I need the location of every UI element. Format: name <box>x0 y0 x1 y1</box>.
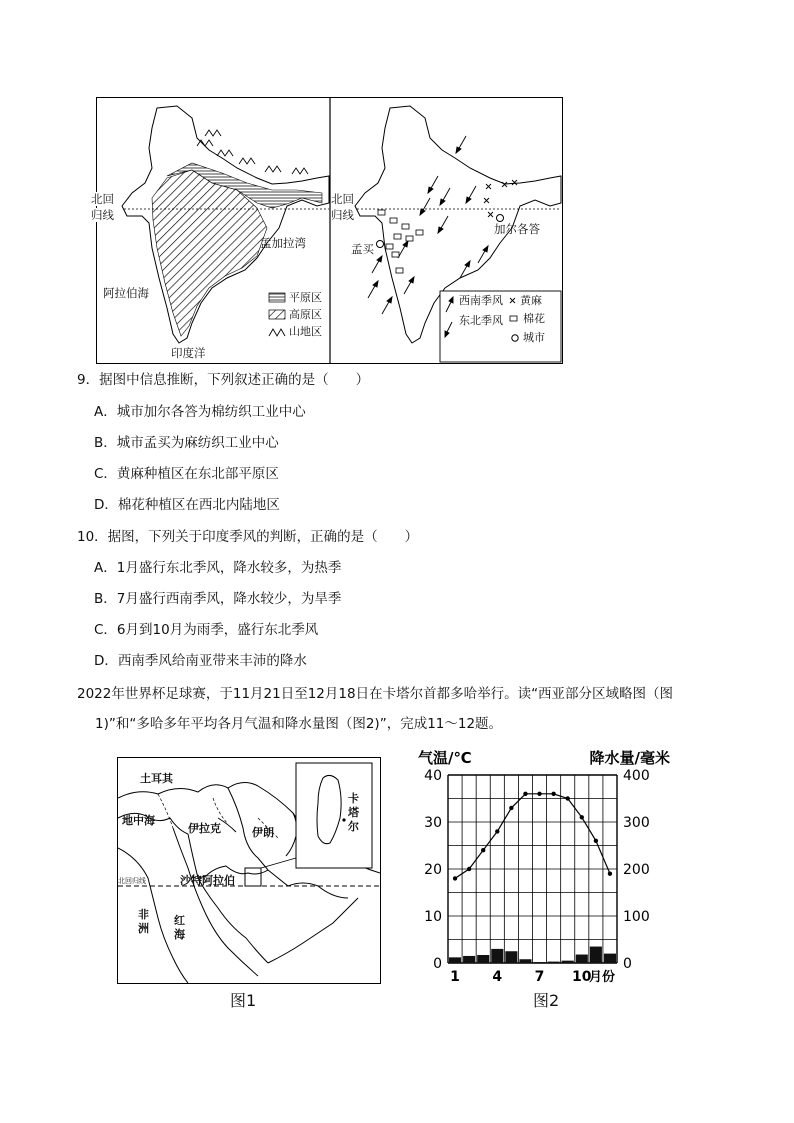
precip-bar <box>505 951 517 963</box>
y-right-tick-label: 300 <box>623 815 650 831</box>
question-10-option-b[interactable]: B．7月盛行西南季风，降水较少，为旱季 <box>94 591 342 607</box>
precip-bar <box>477 955 489 963</box>
fig1-map <box>117 757 381 984</box>
precip-bar <box>548 962 560 963</box>
y-left-tick-label: 40 <box>424 768 442 784</box>
temperature-point <box>509 806 513 810</box>
temperature-point <box>467 867 471 871</box>
legend-sw-monsoon-label: 西南季风 <box>459 294 503 307</box>
red-sea-label: 红海 <box>174 914 185 941</box>
intro-line-2: 1)”和“多哈多年平均各月气温和降水量图（图2)”，完成11～12题。 <box>95 716 503 732</box>
fig1-map-svg <box>118 758 380 983</box>
legend-jute-label: 黄麻 <box>520 294 542 307</box>
y-right-tick-label: 100 <box>623 909 650 925</box>
x-tick-label: 10 <box>572 969 592 985</box>
y-left-tick-label: 0 <box>433 956 442 972</box>
x-tick-label: 1 <box>450 969 460 985</box>
y-right-axis-title: 降水量/毫米 <box>589 749 670 767</box>
right-tropic-label-1: 北回 <box>331 192 354 206</box>
africa-label: 非洲 <box>138 908 149 935</box>
precip-bar <box>604 954 616 963</box>
temperature-point <box>580 815 584 819</box>
bay-of-bengal-label: 孟加拉湾 <box>260 236 306 250</box>
qatar-label: 卡塔尔 <box>348 792 359 833</box>
precip-bar <box>590 947 602 963</box>
legend-plateau-label: 高原区 <box>289 308 322 321</box>
question-9-option-c[interactable]: C．黄麻种植区在东北部平原区 <box>94 466 279 482</box>
temperature-point <box>495 829 499 833</box>
legend-ne-monsoon-label: 东北季风 <box>459 314 503 327</box>
india-map-frame <box>91 97 563 364</box>
y-left-tick-label: 30 <box>424 815 442 831</box>
fig2-climate-chart <box>400 745 670 990</box>
legend-plain-label: 平原区 <box>289 291 322 304</box>
question-10-option-a[interactable]: A．1月盛行东北季风，降水较多，为热季 <box>94 560 342 576</box>
temperature-point <box>453 876 457 880</box>
y-left-tick-label: 10 <box>424 909 442 925</box>
question-10-option-c[interactable]: C．6月到10月为雨季，盛行东北季风 <box>94 622 319 638</box>
temperature-point <box>523 792 527 796</box>
y-right-tick-label: 0 <box>623 956 632 972</box>
temperature-point <box>608 872 612 876</box>
temperature-point <box>566 796 570 800</box>
precip-bar <box>463 956 475 963</box>
temperature-point <box>481 848 485 852</box>
mumbai-label: 孟买 <box>351 242 374 256</box>
kolkata-label: 加尔各答 <box>494 222 540 236</box>
x-tick-label: 7 <box>534 969 545 985</box>
x-tick-label: 4 <box>492 969 503 985</box>
question-9-option-b[interactable]: B．城市孟买为麻纺织工业中心 <box>94 435 279 451</box>
y-right-tick-label: 200 <box>623 862 650 878</box>
indian-ocean-label: 印度洋 <box>171 346 206 360</box>
precip-bar <box>519 959 531 963</box>
legend-city-label: 城市 <box>523 331 545 344</box>
question-9-stem: 9．据图中信息推断，下列叙述正确的是（ ） <box>77 372 370 388</box>
temperature-point <box>551 792 555 796</box>
precip-bar <box>576 955 588 963</box>
precip-bar <box>534 962 546 963</box>
precip-bar <box>562 961 574 963</box>
temperature-point <box>594 839 598 843</box>
fig2-caption: 图2 <box>533 991 560 1010</box>
right-tropic-label-2: 归线 <box>331 208 354 222</box>
arabian-sea-label: 阿拉伯海 <box>103 286 149 300</box>
iraq-label: 伊拉克 <box>188 822 221 835</box>
question-9-option-d[interactable]: D．棉花种植区在西北内陆地区 <box>94 497 280 513</box>
question-10-option-d[interactable]: D．西南季风给南亚带来丰沛的降水 <box>94 653 307 669</box>
precip-bar <box>491 949 503 963</box>
temperature-point <box>537 792 541 796</box>
precip-bar <box>449 957 461 963</box>
y-right-tick-label: 400 <box>623 768 650 784</box>
iran-label: 伊朗 <box>252 826 274 839</box>
turkey-label: 土耳其 <box>140 772 173 785</box>
intro-line-1: 2022年世界杯足球赛，于11月21日至12月18日在卡塔尔首都多哈举行。读“西亚部分区域略图（图 <box>77 686 674 702</box>
legend-cotton-label: 棉花 <box>523 312 545 325</box>
x-axis-title: 月份 <box>588 970 615 985</box>
mediterranean-label: 地中海 <box>122 814 155 827</box>
left-tropic-label-2: 归线 <box>91 208 114 222</box>
legend-mountain-label: 山地区 <box>289 325 322 338</box>
left-tropic-label-1: 北回 <box>91 192 114 206</box>
question-9-option-a[interactable]: A．城市加尔各答为棉纺织工业中心 <box>94 404 306 420</box>
fig1-caption: 图1 <box>230 991 257 1010</box>
tropic-label-fig1: 北回归线 <box>118 877 146 885</box>
saudi-arabia-label: 沙特阿拉伯 <box>180 874 235 887</box>
y-left-tick-label: 20 <box>424 862 442 878</box>
question-10-stem: 10．据图，下列关于印度季风的判断，正确的是（ ） <box>77 529 419 545</box>
y-left-axis-title: 气温/℃ <box>418 749 472 767</box>
